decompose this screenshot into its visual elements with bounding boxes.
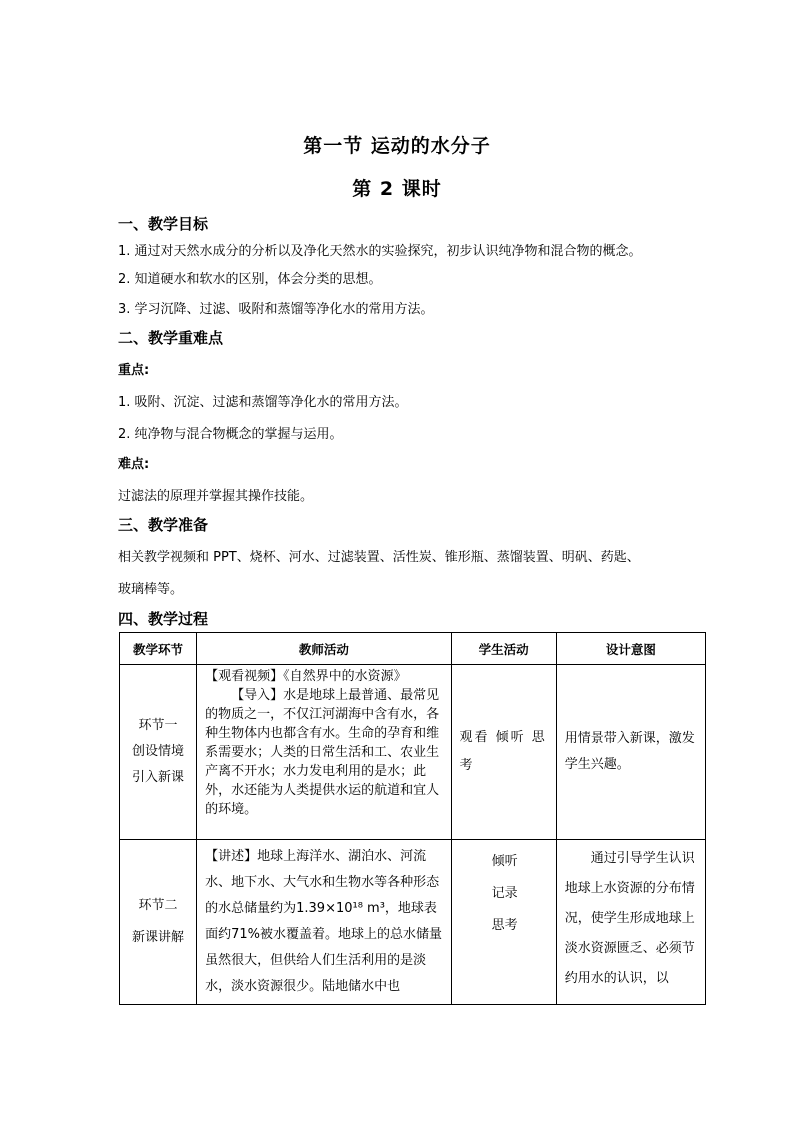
teacher-activity-text: 【导入】水是地球上最普通、最常见的物质之一，不仅江河湖海中含有水，各种生物体内也都含有水。生命的孕育和维系需要水；人类的日常生活和工、农业生产离不开水；水力发电利用的是水；此外，水还能为人类提供水运的航道和宜人的环境。 (205, 688, 440, 817)
student-activity-cell: 观看 倾听 思考 (451, 665, 556, 840)
focus-item: 1. 吸附、沉淀、过滤和蒸馏等净化水的常用方法。 (118, 395, 408, 410)
stage-cell (120, 840, 197, 1005)
table-header-row (120, 633, 706, 665)
difficulty-label: 难点: (118, 457, 150, 472)
preparation-line: 相关教学视频和 PPT、烧杯、河水、过滤装置、活性炭、锥形瓶、蒸馏装置、明矾、药匙、 (118, 550, 640, 565)
design-intent-text: 通过引导学生认识地球上水资源的分布情况，使学生形成地球上淡水资源匮乏、必须节约用水的认识，以 (564, 851, 695, 986)
section-key-points-heading: 二、教学重难点 (118, 329, 224, 347)
design-intent-cell (556, 840, 705, 1005)
focus-label: 重点: (118, 363, 150, 378)
student-activity-line: 记录 (491, 886, 518, 901)
stage-cell (120, 665, 197, 840)
stage-line: 新课讲解 (132, 930, 185, 945)
page-subtitle: 第 2 课时 (352, 178, 442, 200)
stage-line: 环节二 (138, 898, 178, 913)
column-header: 学生活动 (451, 633, 556, 665)
student-activity-line: 思考 (491, 918, 518, 933)
stage-line: 创设情境 (132, 744, 185, 759)
design-intent-cell: 用情景带入新课，激发学生兴趣。 (556, 665, 705, 840)
difficulty-text: 过滤法的原理并掌握其操作技能。 (118, 489, 314, 504)
teacher-activity-title: 【观看视频】《自然界中的水资源》 (205, 669, 407, 684)
student-activity-cell (451, 840, 556, 1005)
teacher-activity-cell (197, 665, 451, 840)
table-row (120, 665, 706, 840)
column-header: 教师活动 (197, 633, 451, 665)
teacher-activity-cell (197, 840, 451, 1005)
stage-line: 环节一 (138, 718, 178, 733)
objective-item: 2. 知道硬水和软水的区别，体会分类的思想。 (118, 272, 382, 287)
column-header: 设计意图 (556, 633, 705, 665)
table-row (120, 840, 706, 1005)
student-activity-line: 倾听 (491, 854, 518, 869)
objective-item: 1. 通过对天然水成分的分析以及净化天然水的实验探究，初步认识纯净物和混合物的概念。 (118, 244, 642, 259)
preparation-line: 玻璃棒等。 (118, 582, 184, 597)
section-preparation-heading: 三、教学准备 (118, 516, 209, 534)
section-process-heading: 四、教学过程 (118, 610, 209, 628)
objective-item: 3. 学习沉降、过滤、吸附和蒸馏等净化水的常用方法。 (118, 302, 434, 317)
stage-line: 引入新课 (132, 770, 185, 785)
section-objectives-heading: 一、教学目标 (118, 215, 209, 233)
teaching-process-table (119, 632, 706, 1005)
teacher-activity-text: 【讲述】地球上海洋水、湖泊水、河流水、地下水、大气水和生物水等各种形态的水总储量约为1.39×10¹⁸ m³，地球表面约71%被水覆盖着。地球上的总水储量虽然很大，但供给人们生活利用的是淡水，淡水资源很少。陆地储水中也 (205, 849, 443, 994)
focus-item: 2. 纯净物与混合物概念的掌握与运用。 (118, 427, 343, 442)
page-title: 第一节 运动的水分子 (303, 135, 491, 157)
column-header: 教学环节 (120, 633, 197, 665)
